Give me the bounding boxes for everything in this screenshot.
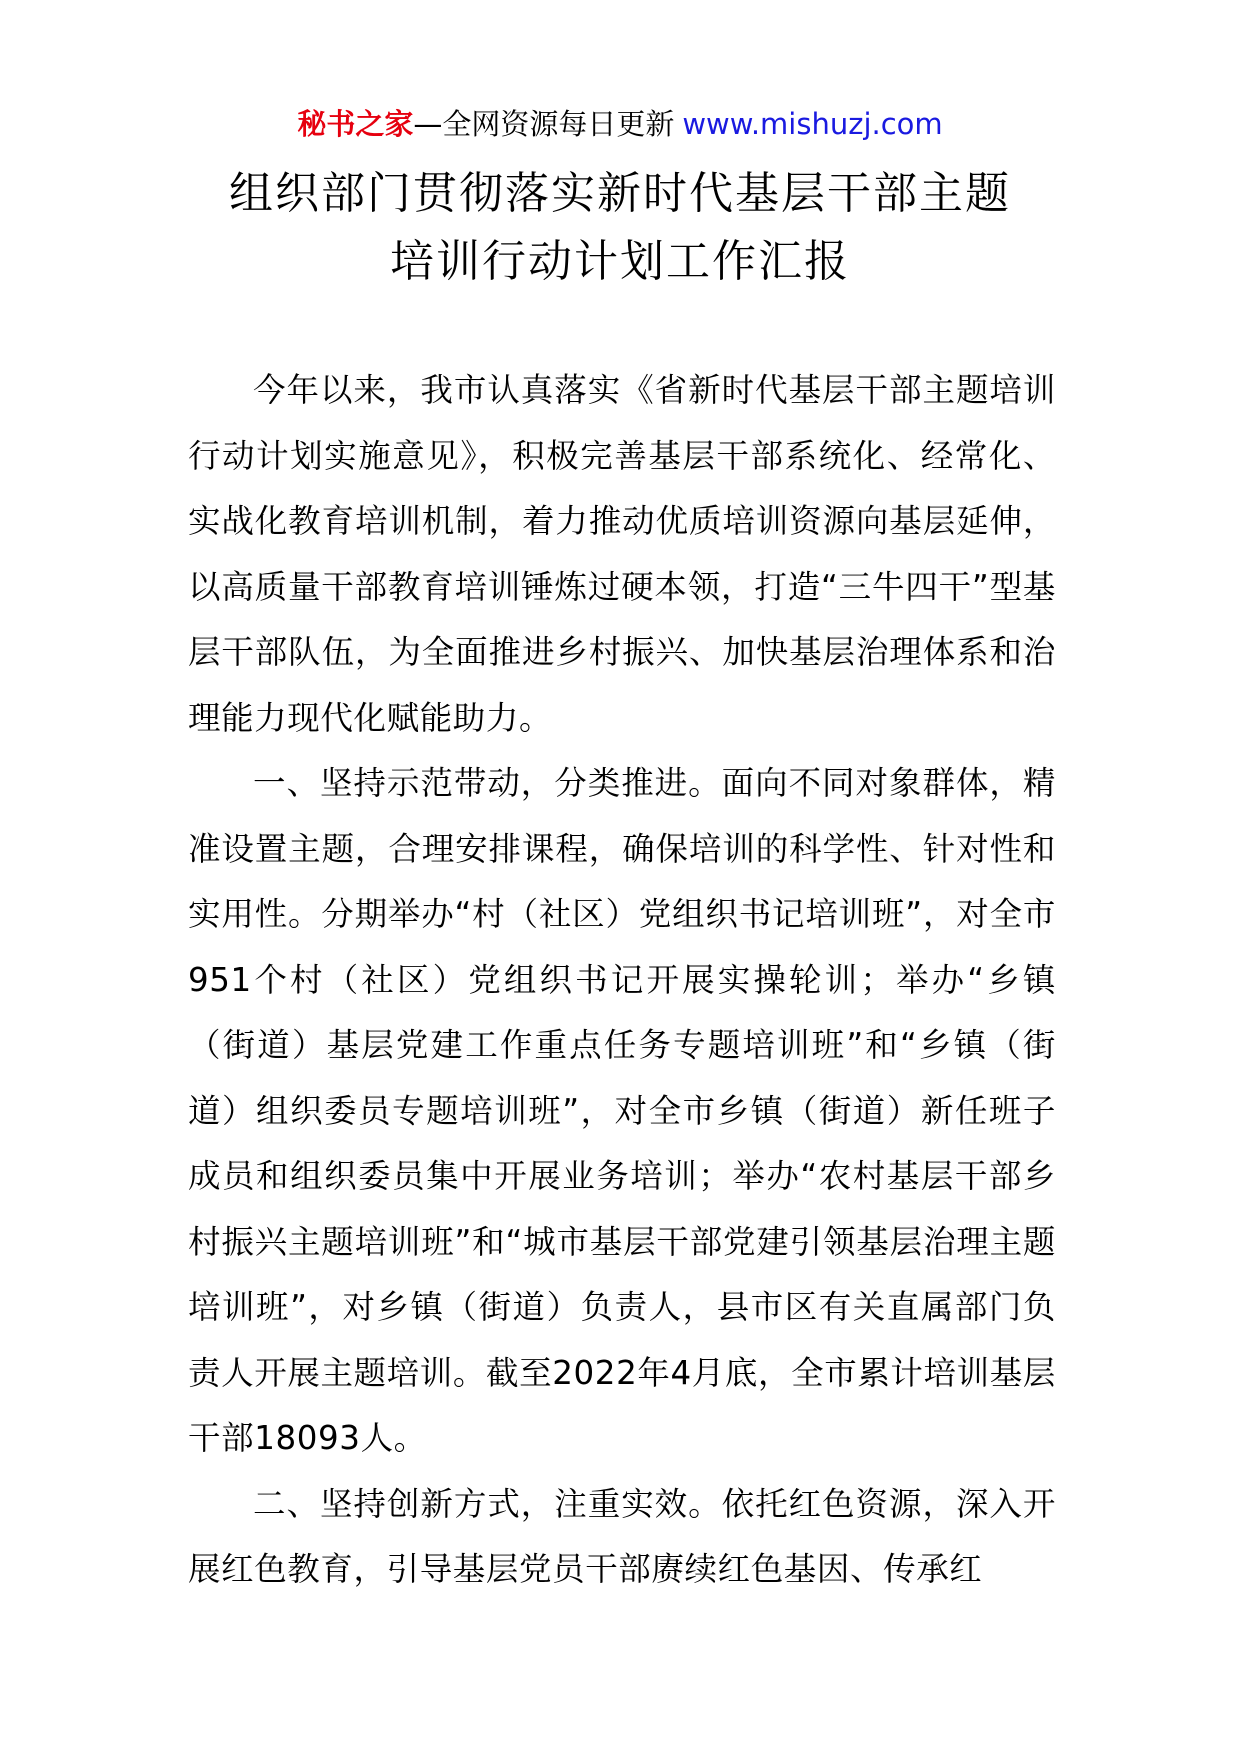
title-line-1: 组织部门贯彻落实新时代基层干部主题 (229, 168, 1011, 219)
paragraph-intro: 今年以来，我市认真落实《省新时代基层干部主题培训行动计划实施意见》，积极完善基层干部系统化、经常化、实战化教育培训机制，着力推动优质培训资源向基层延伸，以高质量干部教育培训锤炼过硬本领，打造“三牛四干”型基层干部队伍，为全面推进乡村振兴、加快基层治理体系和治理能力现代化赋能助力。 (188, 371, 1056, 737)
title-line-2: 培训行动计划工作汇报 (390, 236, 850, 287)
paragraph-section-2: 二、坚持创新方式，注重实效。依托红色资源，深入开展红色教育，引导基层党员干部赓续红色基因、传承红 (188, 1484, 1056, 1588)
site-tagline: —全网资源每日更新 (413, 107, 675, 141)
document-body (188, 358, 1056, 1603)
site-url-link[interactable]: www.mishuzj.com (682, 107, 943, 141)
document-title (0, 160, 1240, 296)
site-brand: 秘书之家 (297, 107, 414, 141)
paragraph-section-1: 一、坚持示范带动，分类推进。面向不同对象群体，精准设置主题，合理安排课程，确保培训的科学性、针对性和实用性。分期举办“村（社区）党组织书记培训班”，对全市951个村（社区）党组织书记开展实操轮训；举办“乡镇（街道）基层党建工作重点任务专题培训班”和“乡镇（街道）组织委员专题培训班”，对全市乡镇（街道）新任班子成员和组织委员集中开展业务培训；举办“农村基层干部乡村振兴主题培训班”和“城市基层干部党建引领基层治理主题培训班”，对乡镇（街道）负责人，县市区有关直属部门负责人开展主题培训。截至2022年4月底，全市累计培训基层干部18093人。 (188, 764, 1056, 1457)
site-header (0, 104, 1240, 144)
